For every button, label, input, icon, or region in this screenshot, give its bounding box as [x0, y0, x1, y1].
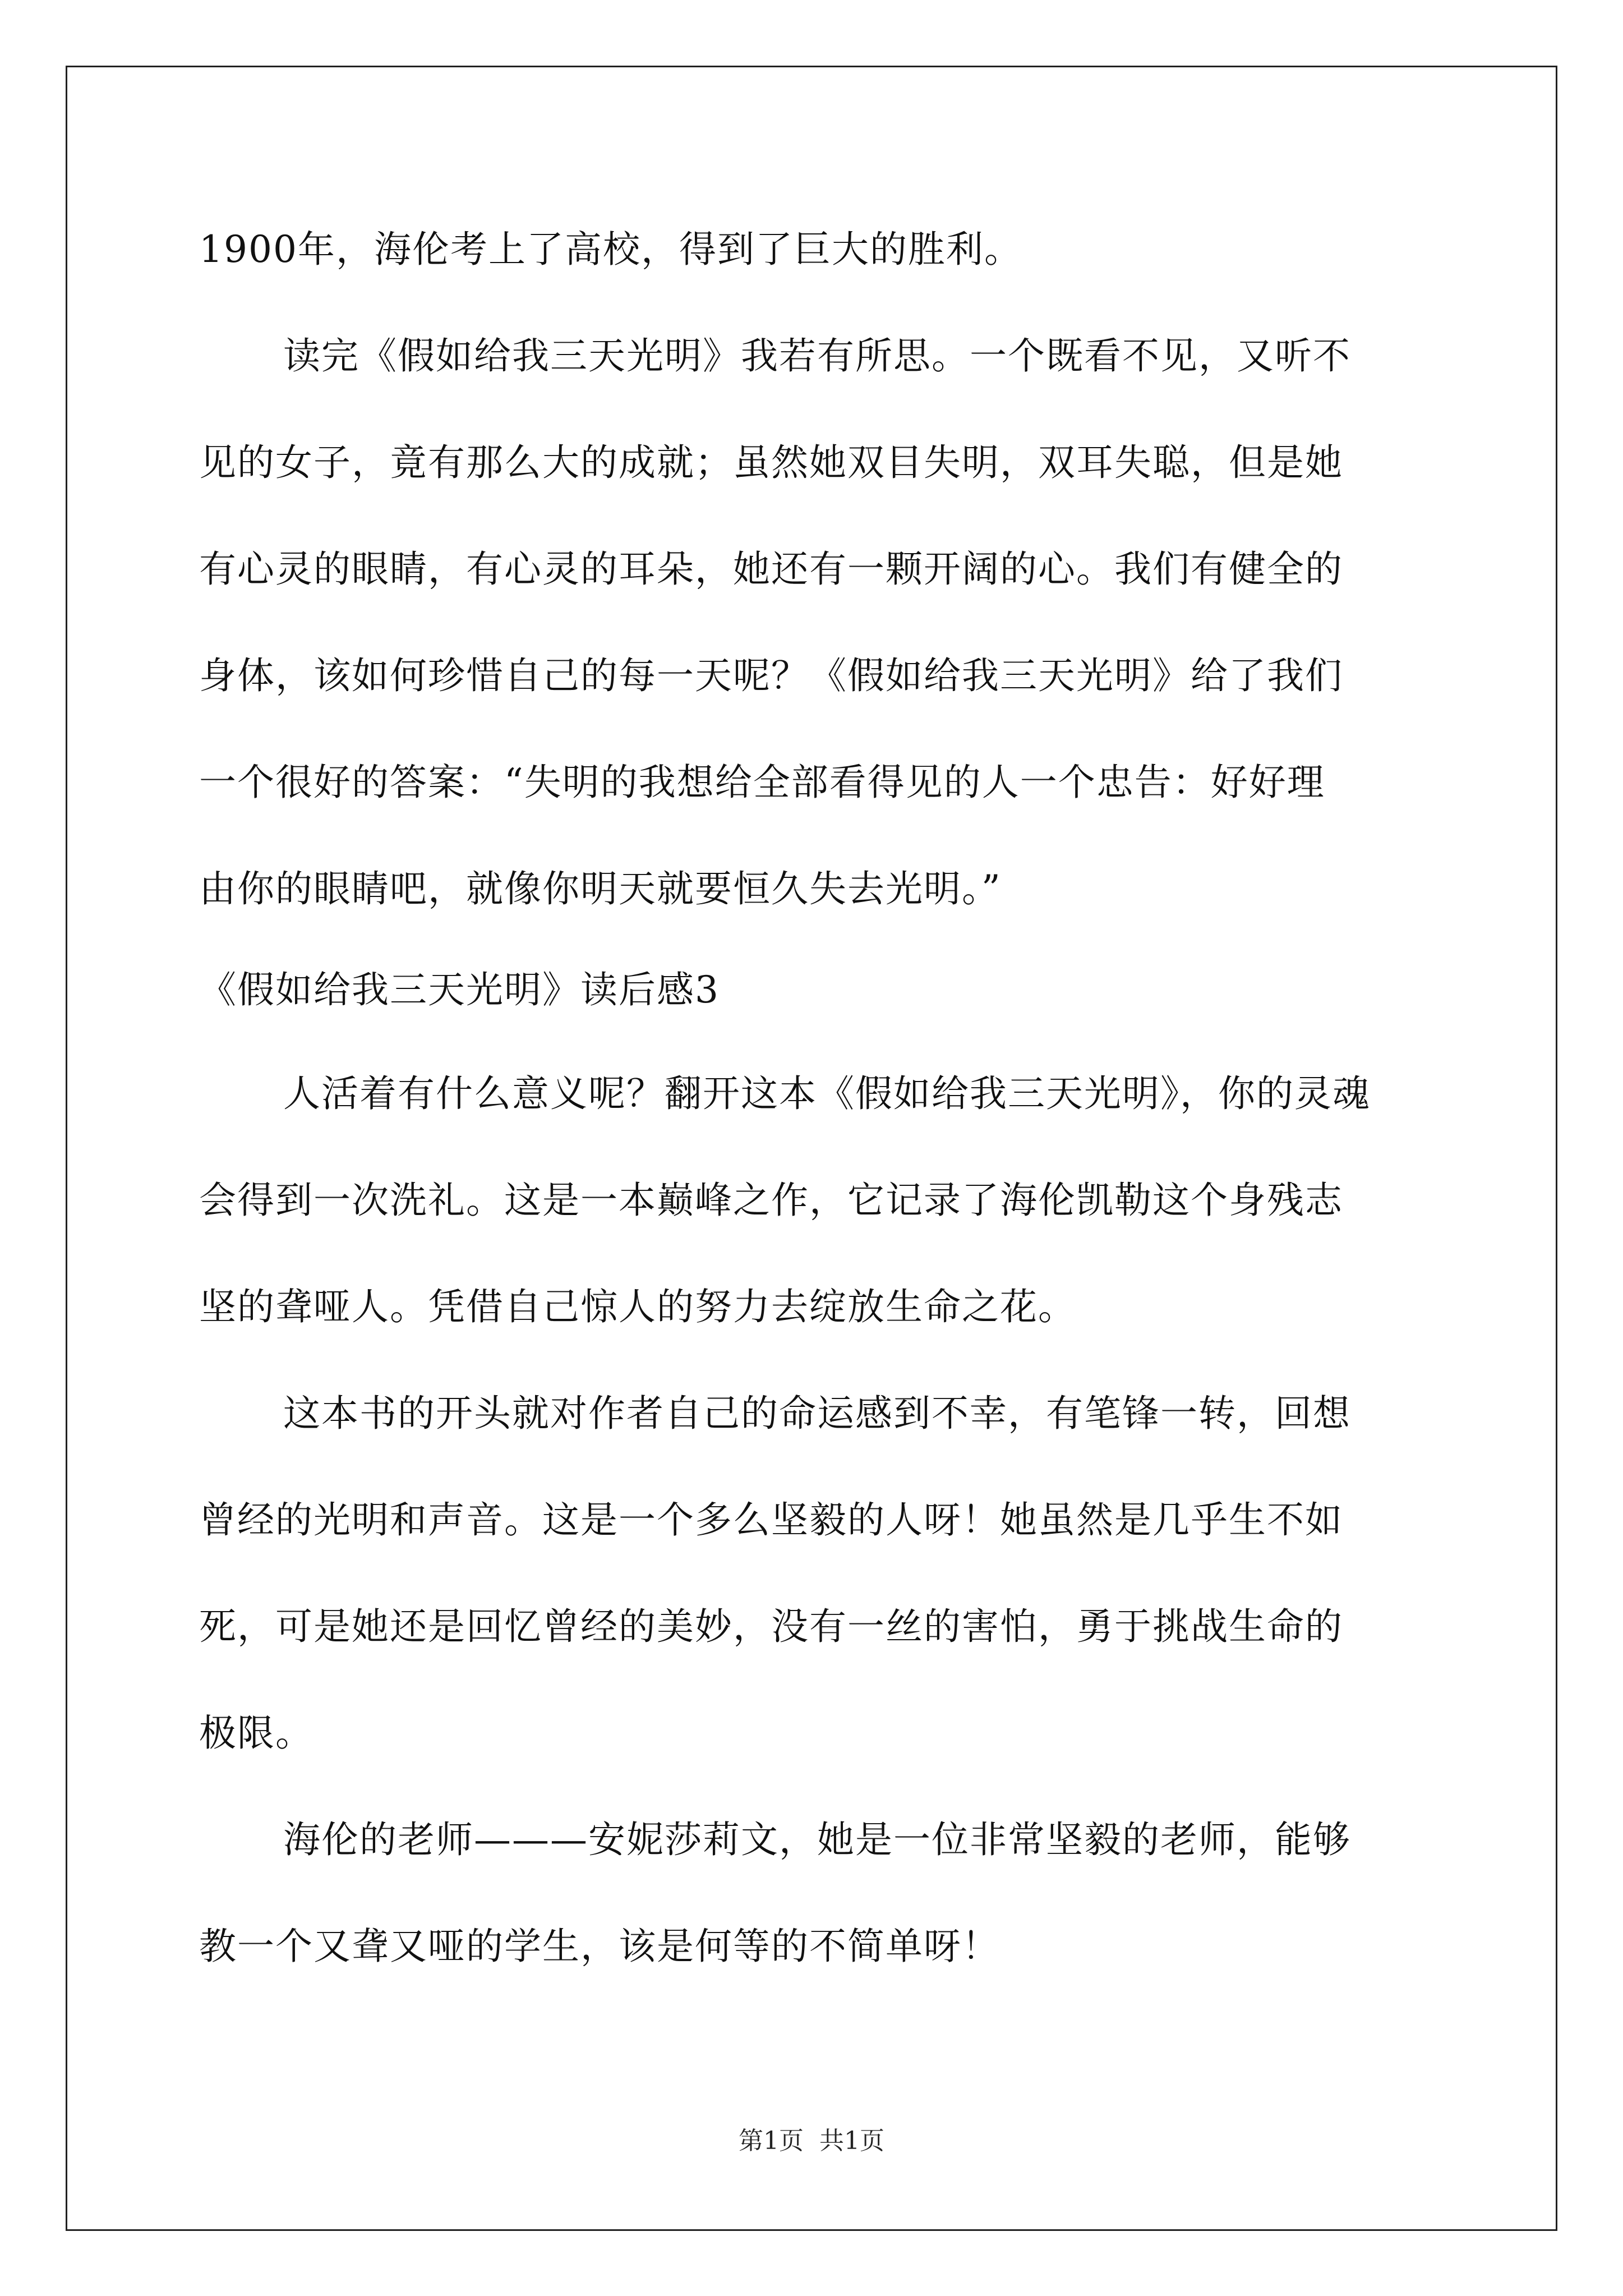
- text-line: 有心灵的眼睛，有心灵的耳朵，她还有一颗开阔的心。我们有健全的: [199, 547, 1343, 591]
- text-line: 见的女子，竟有那么大的成就；虽然她双目失明，双耳失聪，但是她: [199, 441, 1343, 484]
- text-line: 坚的聋哑人。凭借自己惊人的努力去绽放生命之花。: [199, 1285, 1076, 1328]
- text-line: 由你的眼睛吧，就像你明天就要恒久失去光明。”: [199, 867, 1002, 910]
- text-line: 极限。: [199, 1711, 313, 1755]
- paragraph-start-line: 读完《假如给我三天光明》我若有所思。一个既看不见，又听不: [283, 334, 1351, 378]
- text-line: 一个很好的答案：“失明的我想给全部看得见的人一个忠告：好好理: [199, 761, 1325, 804]
- section-heading: 《假如给我三天光明》读后感3: [199, 968, 720, 1011]
- paragraph-start-line: 海伦的老师———安妮莎莉文，她是一位非常坚毅的老师，能够: [283, 1818, 1351, 1861]
- page-border: [66, 66, 1557, 2231]
- text-line: 身体，该如何珍惜自己的每一天呢？《假如给我三天光明》给了我们: [199, 654, 1343, 697]
- text-line: 会得到一次洗礼。这是一本巅峰之作，它记录了海伦凯勒这个身残志: [199, 1179, 1343, 1222]
- page-number-footer: 第1页 共1页: [739, 2127, 884, 2155]
- paragraph-start-line: 人活着有什么意义呢？翻开这本《假如给我三天光明》，你的灵魂: [283, 1072, 1371, 1115]
- text-line: 曾经的光明和声音。这是一个多么坚毅的人呀！她虽然是几乎生不如: [199, 1498, 1343, 1542]
- paragraph-start-line: 这本书的开头就对作者自己的命运感到不幸，有笔锋一转，回想: [283, 1392, 1351, 1435]
- text-line: 1900年，海伦考上了高校，得到了巨大的胜利。: [199, 228, 1022, 271]
- text-line: 教一个又聋又哑的学生，该是何等的不简单呀！: [199, 1925, 1000, 1968]
- text-line: 死，可是她还是回忆曾经的美妙，没有一丝的害怕，勇于挑战生命的: [199, 1605, 1343, 1648]
